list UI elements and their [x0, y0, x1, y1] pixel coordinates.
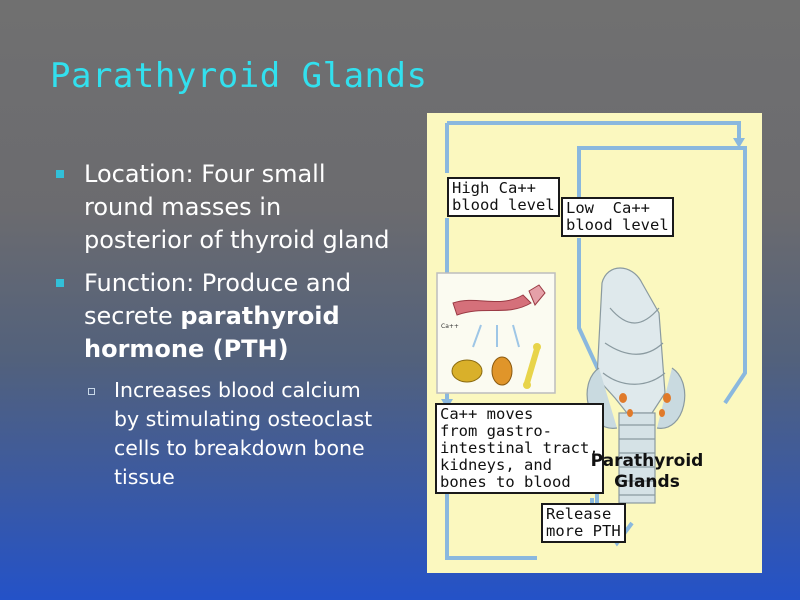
sub-bullet-marker — [88, 388, 95, 395]
ca-symbol-small: Ca++ — [441, 323, 459, 330]
bullet-marker — [56, 279, 64, 287]
calcium-moves-label: Ca++ moves from gastro- intestinal tract, kidneys, and bones to blood — [435, 403, 604, 494]
bottom-left-line — [447, 493, 537, 558]
parathyroid-dot — [619, 393, 627, 403]
bullet-function-bold: parathyroid hormone (PTH) — [84, 302, 340, 363]
bullet-location-text: Location: Four small round masses in posterior of thyroid gland — [84, 160, 390, 254]
bullet-function-text: Function: Produce and secrete — [84, 269, 352, 330]
top-line — [447, 123, 739, 143]
bullet-marker — [56, 170, 64, 178]
bone-end — [523, 381, 531, 389]
kidney-shape — [492, 357, 512, 385]
bullet-location — [52, 158, 392, 257]
sub-bullet-text: Increases blood calcium by stimulating osteoclast cells to breakdown bone tissue — [114, 378, 373, 489]
bullet-list — [52, 158, 392, 492]
parathyroid-dot — [663, 393, 671, 403]
parathyroid-feedback-figure — [427, 113, 762, 573]
parathyroid-glands-label: Parathyroid Glands — [590, 451, 704, 492]
high-calcium-label: High Ca++ blood level — [447, 177, 560, 217]
low-calcium-label: Low Ca++ blood level — [561, 197, 674, 237]
release-pth-label: Release more PTH — [541, 503, 626, 543]
bullet-function — [52, 267, 392, 366]
sub-bullet-increases — [52, 376, 392, 492]
parathyroid-dot — [659, 409, 665, 417]
parathyroid-dot — [627, 409, 633, 417]
slide-title: Parathyroid Glands — [50, 56, 428, 96]
intestine-shape — [452, 360, 482, 382]
bone-end — [533, 343, 541, 351]
